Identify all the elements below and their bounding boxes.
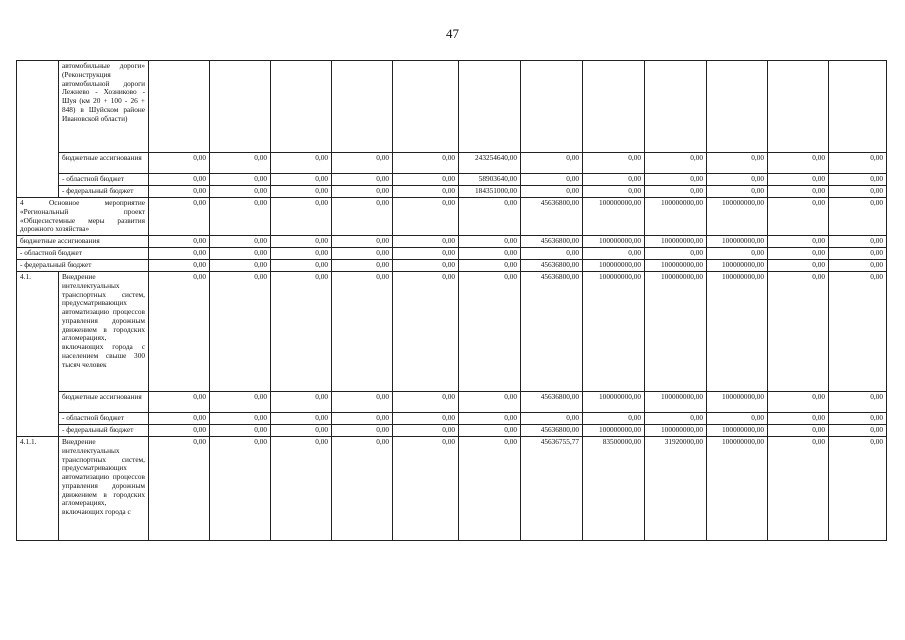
value-cell: 100000000,00 [707, 236, 768, 248]
value-cell: 0,00 [332, 437, 393, 541]
value-cell: 0,00 [332, 174, 393, 186]
row-name: бюджетные ассигнования [59, 392, 149, 413]
value-cell: 100000000,00 [645, 198, 707, 236]
page-number: 47 [446, 26, 459, 41]
value-cell: 0,00 [768, 392, 829, 413]
row-code: 4.1.1. [17, 437, 59, 541]
value-cell: 0,00 [768, 186, 829, 198]
value-cell: 0,00 [210, 198, 271, 236]
table-row [17, 260, 887, 272]
value-cell [332, 61, 393, 153]
value-cell: 0,00 [332, 236, 393, 248]
value-cell [521, 61, 583, 153]
value-cell: 100000000,00 [583, 425, 645, 437]
value-cell: 45636800,00 [521, 425, 583, 437]
value-cell: 0,00 [210, 236, 271, 248]
value-cell: 0,00 [583, 174, 645, 186]
value-cell: 0,00 [829, 272, 887, 392]
table-row [17, 186, 887, 198]
value-cell: 0,00 [149, 236, 210, 248]
value-cell: 0,00 [829, 236, 887, 248]
value-cell: 0,00 [393, 153, 459, 174]
value-cell: 0,00 [271, 437, 332, 541]
value-cell [645, 61, 707, 153]
value-cell: 0,00 [393, 260, 459, 272]
value-cell: 0,00 [149, 392, 210, 413]
table-row [17, 413, 887, 425]
table-row [17, 236, 887, 248]
row-name: бюджетные ассигнования [59, 153, 149, 174]
value-cell: 45636800,00 [521, 260, 583, 272]
value-cell: 100000000,00 [583, 198, 645, 236]
value-cell: 0,00 [210, 425, 271, 437]
value-cell: 0,00 [768, 260, 829, 272]
value-cell: 0,00 [271, 174, 332, 186]
row-label: бюджетные ассигнования [17, 236, 149, 248]
value-cell: 0,00 [332, 260, 393, 272]
value-cell: 0,00 [521, 186, 583, 198]
value-cell: 0,00 [393, 272, 459, 392]
value-cell: 0,00 [210, 174, 271, 186]
value-cell: 0,00 [393, 437, 459, 541]
value-cell: 83500000,00 [583, 437, 645, 541]
value-cell [149, 61, 210, 153]
value-cell: 0,00 [459, 248, 521, 260]
value-cell: 100000000,00 [707, 198, 768, 236]
value-cell: 100000000,00 [583, 260, 645, 272]
row-name: автомобильные дороги» (Реконструкция автомобильной дороги Лежнево - Хозниково - Шуя (км 20 + 100 - 26 + 848) в Шуйском районе Ивановской области) [59, 61, 149, 153]
row-name: - областной бюджет [59, 174, 149, 186]
value-cell: 0,00 [768, 153, 829, 174]
value-cell: 0,00 [332, 413, 393, 425]
value-cell: 0,00 [149, 174, 210, 186]
value-cell: 0,00 [210, 153, 271, 174]
value-cell: 0,00 [829, 413, 887, 425]
value-cell: 100000000,00 [583, 392, 645, 413]
value-cell: 0,00 [210, 272, 271, 392]
value-cell: 0,00 [645, 153, 707, 174]
value-cell: 0,00 [271, 272, 332, 392]
value-cell: 0,00 [768, 236, 829, 248]
value-cell: 0,00 [829, 186, 887, 198]
value-cell: 0,00 [332, 248, 393, 260]
value-cell: 0,00 [768, 413, 829, 425]
value-cell: 0,00 [271, 236, 332, 248]
value-cell: 45636800,00 [521, 198, 583, 236]
value-cell: 0,00 [332, 153, 393, 174]
value-cell [707, 61, 768, 153]
value-cell: 0,00 [768, 272, 829, 392]
value-cell: 0,00 [645, 413, 707, 425]
value-cell: 0,00 [332, 392, 393, 413]
value-cell: 0,00 [829, 260, 887, 272]
row-name: Внедрение интеллектуальных транспортных систем, предусматривающих автоматизацию процессов управления дорожным движением в городских агломерациях, включающих города с [59, 437, 149, 541]
value-cell: 0,00 [459, 413, 521, 425]
value-cell: 100000000,00 [707, 272, 768, 392]
value-cell: 0,00 [271, 392, 332, 413]
value-cell: 0,00 [583, 248, 645, 260]
value-cell: 100000000,00 [707, 437, 768, 541]
table-row [17, 174, 887, 186]
value-cell: 45636755,77 [521, 437, 583, 541]
value-cell: 0,00 [271, 413, 332, 425]
table-row [17, 425, 887, 437]
value-cell: 0,00 [829, 248, 887, 260]
row-label: 4 Основное мероприятие «Региональный проект «Общесистемные меры развития дорожного хозяйства» [17, 198, 149, 236]
value-cell: 0,00 [149, 248, 210, 260]
table-row [17, 437, 887, 541]
value-cell: 0,00 [459, 198, 521, 236]
value-cell: 0,00 [149, 153, 210, 174]
value-cell: 100000000,00 [645, 392, 707, 413]
value-cell: 0,00 [271, 260, 332, 272]
value-cell: 0,00 [271, 198, 332, 236]
value-cell: 0,00 [707, 248, 768, 260]
value-cell: 0,00 [393, 425, 459, 437]
table-row [17, 153, 887, 174]
value-cell: 0,00 [459, 425, 521, 437]
value-cell: 0,00 [521, 413, 583, 425]
value-cell [768, 61, 829, 153]
value-cell: 184351000,00 [459, 186, 521, 198]
value-cell: 0,00 [459, 236, 521, 248]
value-cell: 45636800,00 [521, 236, 583, 248]
value-cell: 0,00 [459, 392, 521, 413]
value-cell: 0,00 [393, 392, 459, 413]
value-cell: 0,00 [149, 186, 210, 198]
value-cell: 0,00 [149, 437, 210, 541]
value-cell: 0,00 [210, 413, 271, 425]
row-name: - областной бюджет [59, 413, 149, 425]
table-row [17, 61, 887, 153]
value-cell: 0,00 [583, 413, 645, 425]
value-cell: 100000000,00 [645, 260, 707, 272]
value-cell: 45636800,00 [521, 392, 583, 413]
value-cell: 0,00 [768, 248, 829, 260]
value-cell: 0,00 [149, 198, 210, 236]
value-cell: 0,00 [393, 248, 459, 260]
value-cell [583, 61, 645, 153]
value-cell: 0,00 [393, 198, 459, 236]
value-cell: 0,00 [149, 260, 210, 272]
table-row [17, 392, 887, 413]
value-cell: 0,00 [459, 437, 521, 541]
value-cell: 0,00 [829, 174, 887, 186]
value-cell: 0,00 [521, 174, 583, 186]
row-label: - федеральный бюджет [17, 260, 149, 272]
value-cell: 100000000,00 [645, 236, 707, 248]
value-cell: 0,00 [332, 425, 393, 437]
value-cell: 0,00 [210, 260, 271, 272]
table-row [17, 198, 887, 236]
value-cell: 0,00 [768, 174, 829, 186]
value-cell: 0,00 [829, 392, 887, 413]
value-cell: 31920000,00 [645, 437, 707, 541]
value-cell: 0,00 [583, 186, 645, 198]
value-cell: 0,00 [271, 186, 332, 198]
value-cell: 0,00 [645, 186, 707, 198]
value-cell: 0,00 [149, 413, 210, 425]
row-label: - областной бюджет [17, 248, 149, 260]
value-cell: 0,00 [332, 198, 393, 236]
value-cell: 0,00 [393, 174, 459, 186]
value-cell: 0,00 [149, 272, 210, 392]
value-cell: 0,00 [393, 236, 459, 248]
value-cell: 0,00 [707, 174, 768, 186]
value-cell: 0,00 [459, 272, 521, 392]
value-cell: 100000000,00 [583, 272, 645, 392]
value-cell: 0,00 [707, 186, 768, 198]
value-cell: 100000000,00 [583, 236, 645, 248]
value-cell: 0,00 [210, 392, 271, 413]
value-cell: 0,00 [210, 437, 271, 541]
value-cell: 0,00 [521, 248, 583, 260]
table-row [17, 272, 887, 392]
value-cell: 0,00 [521, 153, 583, 174]
value-cell: 0,00 [645, 174, 707, 186]
value-cell: 0,00 [768, 437, 829, 541]
value-cell: 100000000,00 [645, 425, 707, 437]
value-cell: 0,00 [332, 186, 393, 198]
value-cell [393, 61, 459, 153]
value-cell: 0,00 [271, 153, 332, 174]
value-cell: 0,00 [768, 198, 829, 236]
value-cell: 243254640,00 [459, 153, 521, 174]
row-name: Внедрение интеллектуальных транспортных систем, предусматривающих автоматизацию процессов управления дорожным движением в городских агломерациях, включающих города с населением свыше 300 тысяч человек [59, 272, 149, 392]
value-cell: 0,00 [768, 425, 829, 437]
value-cell: 0,00 [829, 425, 887, 437]
value-cell: 45636800,00 [521, 272, 583, 392]
value-cell: 0,00 [829, 153, 887, 174]
value-cell: 0,00 [210, 248, 271, 260]
value-cell: 0,00 [583, 153, 645, 174]
value-cell: 0,00 [149, 425, 210, 437]
row-code: 4.1. [17, 272, 59, 437]
value-cell: 0,00 [210, 186, 271, 198]
row-name: - федеральный бюджет [59, 425, 149, 437]
value-cell: 100000000,00 [707, 392, 768, 413]
value-cell: 0,00 [393, 186, 459, 198]
value-cell: 0,00 [707, 153, 768, 174]
value-cell: 0,00 [271, 248, 332, 260]
value-cell: 0,00 [707, 413, 768, 425]
value-cell: 0,00 [459, 260, 521, 272]
value-cell: 58903640,00 [459, 174, 521, 186]
value-cell: 0,00 [332, 272, 393, 392]
value-cell: 0,00 [829, 198, 887, 236]
row-name: - федеральный бюджет [59, 186, 149, 198]
value-cell: 0,00 [645, 248, 707, 260]
table-body [17, 61, 887, 541]
value-cell [829, 61, 887, 153]
value-cell [210, 61, 271, 153]
value-cell: 100000000,00 [707, 260, 768, 272]
value-cell: 0,00 [829, 437, 887, 541]
budget-table [16, 60, 887, 541]
table-row [17, 248, 887, 260]
value-cell: 0,00 [271, 425, 332, 437]
value-cell: 100000000,00 [645, 272, 707, 392]
value-cell: 100000000,00 [707, 425, 768, 437]
value-cell [271, 61, 332, 153]
row-code [17, 61, 59, 198]
value-cell [459, 61, 521, 153]
value-cell: 0,00 [393, 413, 459, 425]
